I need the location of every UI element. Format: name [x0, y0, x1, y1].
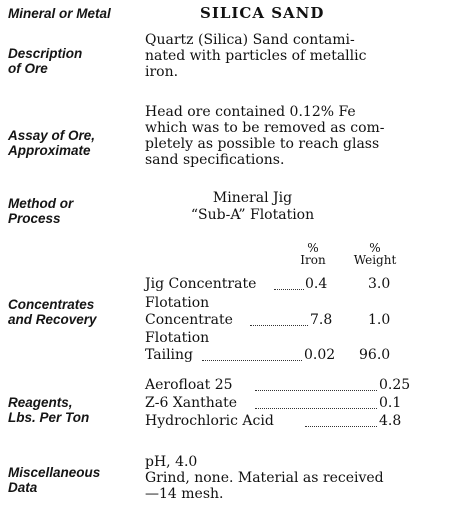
method-text: Mineral Jig “Sub-A” Flotation [190, 190, 315, 223]
table-row: Flotation [145, 295, 210, 311]
leader-dots [274, 289, 304, 290]
concentrates-label: Concentrates and Recovery [8, 297, 97, 327]
leader-dots [202, 360, 302, 361]
description-text: Quartz (Silica) Sand contami- nated with particles of metallic iron. [145, 32, 367, 80]
list-item: Z-6 Xanthate [145, 395, 238, 411]
table-row: Flotation [145, 330, 210, 346]
weight-value: 96.0 [359, 347, 391, 363]
reagent-value: 0.1 [379, 395, 402, 411]
weight-column-header: % Weight [353, 241, 397, 267]
table-row: Jig Concentrate [145, 276, 257, 292]
leader-dots [250, 325, 308, 326]
reagents-label: Reagents, Lbs. Per Ton [8, 395, 90, 425]
list-item: Hydrochloric Acid [145, 413, 274, 429]
description-label: Description of Ore [8, 46, 83, 76]
iron-value: 0.02 [304, 347, 336, 363]
weight-value: 3.0 [368, 276, 391, 292]
misc-label: Miscellaneous Data [8, 465, 101, 495]
iron-value: 7.8 [310, 312, 333, 328]
method-label: Method or Process [8, 196, 74, 226]
assay-label: Assay of Ore, Approximate [8, 128, 96, 158]
leader-dots [255, 390, 377, 391]
iron-column-header: % Iron [300, 241, 326, 267]
weight-value: 1.0 [368, 312, 391, 328]
list-item: Aerofloat 25 [145, 377, 233, 393]
mineral-label: Mineral or Metal [8, 6, 111, 21]
iron-value: 0.4 [305, 276, 328, 292]
leader-dots [305, 426, 377, 427]
reagent-value: 4.8 [379, 413, 402, 429]
misc-text: pH, 4.0 Grind, none. Material as received —14 mesh. [145, 454, 384, 502]
table-row: Tailing [145, 347, 194, 363]
assay-text: Head ore contained 0.12% Fe which was to be removed as com- pletely as possible to reach glass sand specifications. [145, 104, 385, 168]
mineral-name: SILICA SAND [200, 4, 325, 22]
reagent-value: 0.25 [379, 377, 411, 393]
leader-dots [255, 408, 377, 409]
table-row: Concentrate [145, 312, 233, 328]
